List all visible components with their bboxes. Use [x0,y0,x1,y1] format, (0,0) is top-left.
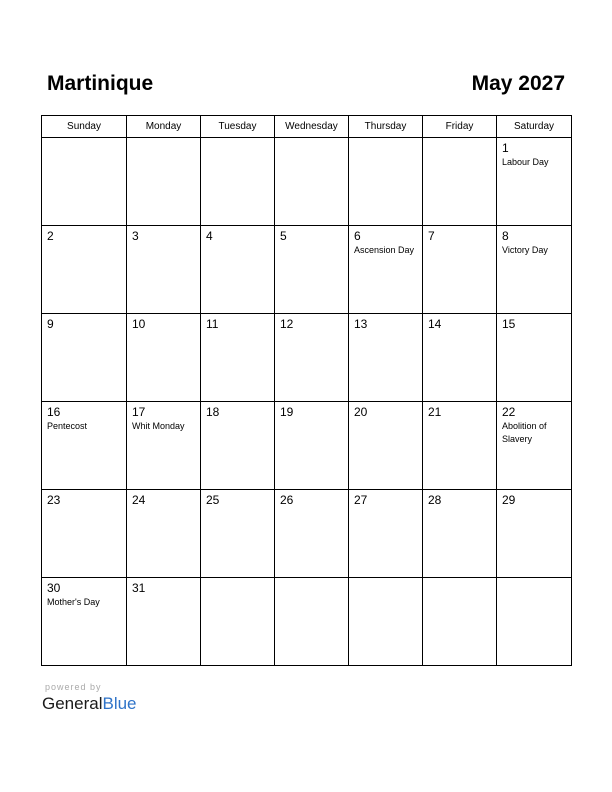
day-number: 5 [280,229,287,243]
day-cell [497,578,572,666]
day-cell [497,402,572,490]
day-cell [349,226,423,314]
day-number: 4 [206,229,213,243]
day-cell [42,578,127,666]
weekday-tuesday: Tuesday [201,116,275,138]
day-cell [127,138,201,226]
day-cell [497,314,572,402]
weekday-saturday: Saturday [497,116,572,138]
day-number: 1 [502,141,509,155]
day-number: 19 [280,405,294,419]
day-number: 26 [280,493,294,507]
day-number: 16 [47,405,61,419]
day-cell [127,490,201,578]
day-number: 15 [502,317,516,331]
day-number: 20 [354,405,368,419]
day-cell [275,402,349,490]
day-number: 30 [47,581,61,595]
day-number: 18 [206,405,220,419]
holiday-label: Abolition of Slavery [502,421,547,444]
weekday-monday: Monday [127,116,201,138]
day-number: 23 [47,493,61,507]
day-cell [201,578,275,666]
day-cell [201,138,275,226]
day-number: 8 [502,229,509,243]
day-number: 12 [280,317,294,331]
day-cell [423,490,497,578]
day-cell [275,578,349,666]
day-number: 13 [354,317,368,331]
brand-blue-text: Blue [102,694,137,713]
day-number: 3 [132,229,139,243]
weekday-header-row [42,116,572,138]
day-cell [275,314,349,402]
day-cell [201,314,275,402]
day-number: 31 [132,581,146,595]
day-number: 24 [132,493,146,507]
week-row [42,402,572,490]
day-cell [497,490,572,578]
country-title: Martinique [47,72,154,95]
day-number: 17 [132,405,146,419]
day-cell [201,490,275,578]
day-number: 28 [428,493,442,507]
day-cell [127,578,201,666]
day-cell [349,490,423,578]
day-number: 10 [132,317,146,331]
day-number: 2 [47,229,54,243]
day-number: 29 [502,493,516,507]
holiday-label: Whit Monday [132,421,185,431]
holiday-label: Ascension Day [354,245,415,255]
week-row [42,578,572,666]
day-cell [127,226,201,314]
weekday-thursday: Thursday [349,116,423,138]
day-number: 25 [206,493,220,507]
weekday-sunday: Sunday [42,116,127,138]
generalblue-logo[interactable] [42,693,137,715]
day-cell [423,314,497,402]
day-cell [201,226,275,314]
day-cell [42,314,127,402]
day-cell [201,402,275,490]
day-cell [42,226,127,314]
day-cell [275,138,349,226]
day-cell [423,226,497,314]
day-cell [423,402,497,490]
week-row [42,226,572,314]
day-number: 27 [354,493,368,507]
day-cell [275,490,349,578]
day-cell [497,138,572,226]
powered-by-text: powered by [45,682,102,692]
day-cell [423,138,497,226]
day-cell [349,578,423,666]
day-cell [275,226,349,314]
weekday-friday: Friday [423,116,497,138]
week-row [42,314,572,402]
day-cell [423,578,497,666]
calendar-body [42,138,572,666]
week-row [42,138,572,226]
day-cell [42,402,127,490]
day-cell [127,314,201,402]
day-cell [349,314,423,402]
day-cell [127,402,201,490]
day-number: 11 [206,317,219,331]
day-cell [349,138,423,226]
holiday-label: Labour Day [502,157,549,167]
brand-general-text: General [42,694,103,713]
day-cell [497,226,572,314]
day-number: 9 [47,317,54,331]
day-cell [42,490,127,578]
holiday-label: Pentecost [47,421,88,431]
weekday-wednesday: Wednesday [275,116,349,138]
holiday-label: Mother's Day [47,597,100,607]
month-year-title: May 2027 [471,72,565,95]
week-row [42,490,572,578]
day-number: 6 [354,229,361,243]
day-number: 7 [428,229,435,243]
day-cell [349,402,423,490]
day-number: 22 [502,405,516,419]
day-number: 21 [428,405,442,419]
holiday-label: Victory Day [502,245,548,255]
calendar-grid [41,115,572,666]
day-cell [42,138,127,226]
day-number: 14 [428,317,442,331]
